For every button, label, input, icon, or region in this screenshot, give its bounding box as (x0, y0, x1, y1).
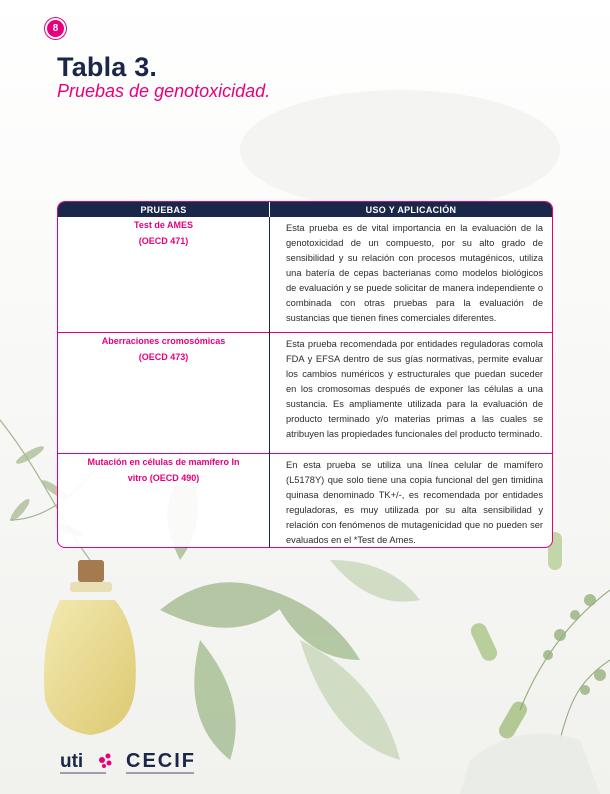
test-code: vitro (OECD 490) (127, 473, 200, 483)
table-row (58, 217, 552, 333)
test-code: (OECD 473) (138, 352, 189, 362)
description-cell (270, 454, 553, 549)
table-row (58, 333, 552, 454)
table-row (58, 454, 552, 549)
description-cell (270, 333, 553, 454)
test-cell (58, 217, 270, 333)
column-header-tests: PRUEBAS (58, 202, 270, 217)
table-subtitle: Pruebas de genotoxicidad. (57, 81, 271, 101)
test-cell (58, 333, 270, 454)
test-description: Esta prueba es de vital importancia en la evaluación de la genotoxicidad de un compuesto, por su alto grado de sensibilidad y su relación con procesos mutagénicos, utiliza una batería de cepas bacterianas como modelos biológicos de evaluación y se puede solicitar de manera independiente o combinada con otras pruebas para la evaluación de sustancias que tienen fines comerciales diferentes. (286, 223, 543, 323)
test-description: Esta prueba recomendada por entidades reguladoras comola FDA y EFSA dentro de sus gías normativas, permite evaluar los cambios numéricos y estructurales que puedan suceder en los cromosomas después de exponer las células a una sustancia. Es ampliamente utilizada para la evaluación de producto terminado y/o materias primas a las cuales se atribuyen las propiedades funcionales del producto terminado. (286, 339, 543, 439)
table-header-row (58, 202, 552, 217)
test-code: (OECD 471) (138, 236, 189, 246)
test-cell (58, 454, 270, 549)
test-name: Test de AMES (133, 220, 193, 230)
test-name: Mutación en células de mamífero In (87, 457, 240, 467)
test-name: Aberraciones cromosómicas (101, 336, 226, 346)
uti-logo (58, 746, 116, 780)
footer-logos (58, 746, 208, 786)
genotoxicity-table (57, 201, 553, 548)
page-number-badge: 8 (47, 20, 64, 37)
table-title: Tabla 3. (57, 52, 158, 82)
cecif-logo (126, 746, 206, 780)
uti-logo-text: uti (60, 751, 84, 772)
description-cell (270, 217, 553, 333)
column-header-use: USO Y APLICACIÓN (270, 202, 553, 217)
test-description: En esta prueba se utiliza una línea celular de mamífero (L5178Y) que solo tiene una copia funcional del gen timidina quinasa denominado TK+/-, es recomendada por entidades reguladoras, es muy utilizada por su alta sensibilidad y relación con fenómenos de mutagenicidad que no pueden ser evaluados en el *Test de Ames. (286, 460, 543, 545)
cecif-logo-text: CECIF (126, 750, 196, 772)
